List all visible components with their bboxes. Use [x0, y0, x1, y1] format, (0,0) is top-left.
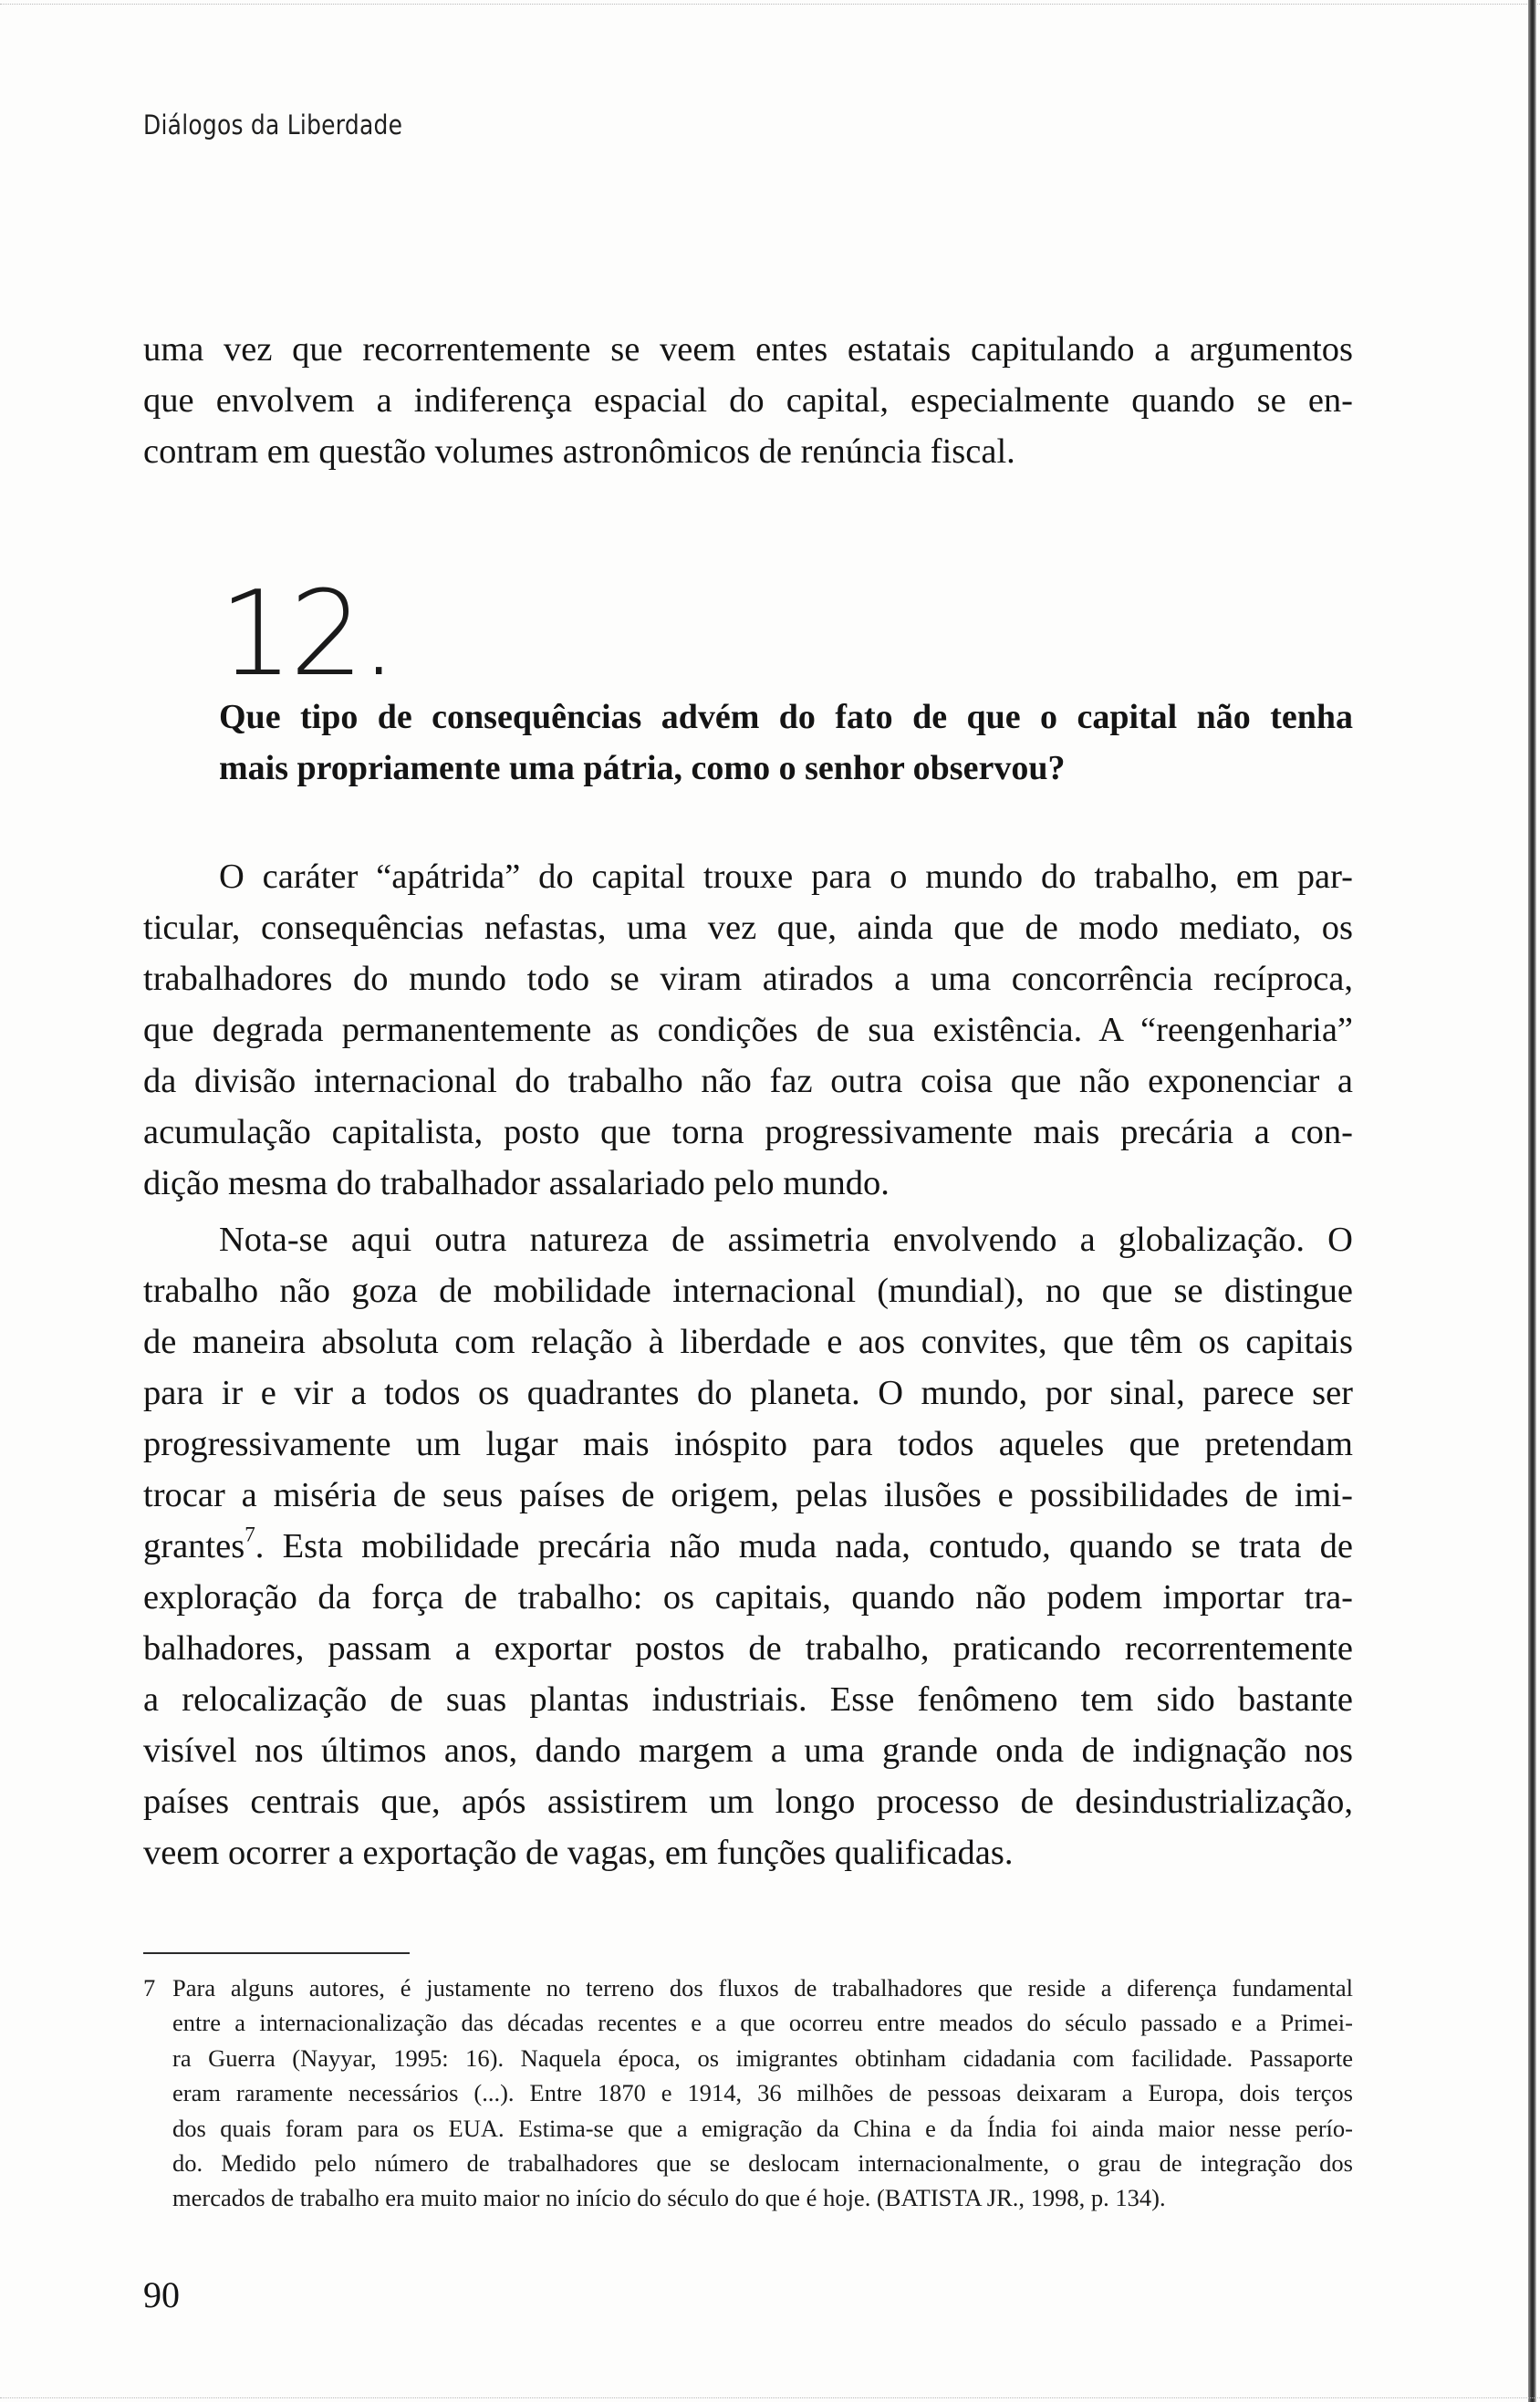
- footnote-reference[interactable]: 7: [245, 1522, 255, 1546]
- footnote-line: entre a internacionalização das décadas recentes e a que ocorreu entre meados do século passado e a Primei-: [172, 2009, 1353, 2037]
- text-line: dição mesma do trabalhador assalariado pelo mundo.: [143, 1164, 890, 1202]
- footnote: [143, 1970, 1353, 2216]
- question-line: mais propriamente uma pátria, como o senhor observou?: [219, 749, 1066, 787]
- text-line: de maneira absoluta com relação à liberdade e aos convites, que têm os capitais: [143, 1323, 1353, 1361]
- footnote-line: do. Medido pelo número de trabalhadores que se deslocam internacionalmente, o grau de integração dos: [172, 2149, 1353, 2178]
- text-line: ticular, consequências nefastas, uma vez que, ainda que de modo mediato, os: [143, 909, 1353, 947]
- text-line: trocar a miséria de seus países de origem, pelas ilusões e possibilidades de imi-: [143, 1476, 1353, 1514]
- text-line: exploração da força de trabalho: os capitais, quando não podem importar tra-: [143, 1578, 1353, 1617]
- text-line: contram em questão volumes astronômicos de renúncia fiscal.: [143, 432, 1015, 471]
- scan-top-edge: [0, 0, 1540, 5]
- footnote-line: eram raramente necessários (...). Entre 1870 e 1914, 36 milhões de pessoas deixaram a Europa, dois terços: [172, 2079, 1353, 2107]
- text-fragment: grantes: [143, 1527, 245, 1565]
- text-line: veem ocorrer a exportação de vagas, em funções qualificadas.: [143, 1834, 1014, 1872]
- interview-question: [219, 691, 1353, 794]
- text-line: progressivamente um lugar mais inóspito para todos aqueles que pretendam: [143, 1425, 1353, 1463]
- text-line: trabalho não goza de mobilidade internacional (mundial), no que se distingue: [143, 1272, 1353, 1310]
- scan-bottom-edge: [0, 2397, 1540, 2402]
- text-fragment: . Esta mobilidade precária não muda nada, contudo, quando se trata de: [255, 1527, 1353, 1565]
- answer-paragraph-1: [143, 851, 1353, 1209]
- footnote-number: 7: [143, 1974, 156, 2002]
- text-line-with-note: [143, 1521, 1353, 1572]
- footnote-line: mercados de trabalho era muito maior no início do século do que é hoje. (BATISTA JR., 1998, p. 134).: [172, 2184, 1166, 2212]
- text-line: que envolvem a indiferença espacial do capital, especialmente quando se en-: [143, 381, 1353, 420]
- book-spine-shadow: [1528, 0, 1536, 2402]
- text-line: visível nos últimos anos, dando margem a uma grande onda de indignação nos: [143, 1731, 1353, 1770]
- answer-paragraph-2: [143, 1214, 1353, 1878]
- text-line: da divisão internacional do trabalho não faz outra coisa que não exponenciar a: [143, 1062, 1353, 1100]
- intro-paragraph: [143, 324, 1353, 477]
- text-line: Nota-se aqui outra natureza de assimetria envolvendo a globalização. O: [219, 1221, 1353, 1259]
- question-line: Que tipo de consequências advém do fato de que o capital não tenha: [219, 698, 1353, 736]
- section-number: 12.: [219, 567, 394, 702]
- footnote-line: ra Guerra (Nayyar, 1995: 16). Naquela época, os imigrantes obtinham cidadania com facilidade. Passaporte: [172, 2043, 1353, 2072]
- page-number: 90: [143, 2274, 180, 2315]
- footnote-line: Para alguns autores, é justamente no terreno dos fluxos de trabalhadores que reside a diferença fundamental: [172, 1974, 1353, 2002]
- text-line: que degrada permanentemente as condições de sua existência. A “reengenharia”: [143, 1011, 1353, 1049]
- text-line: para ir e vir a todos os quadrantes do planeta. O mundo, por sinal, parece ser: [143, 1374, 1353, 1412]
- text-line: balhadores, passam a exportar postos de trabalho, praticando recorrentemente: [143, 1629, 1353, 1668]
- text-line: trabalhadores do mundo todo se viram atirados a uma concorrência recíproca,: [143, 960, 1353, 998]
- footnote-divider: [143, 1952, 410, 1954]
- text-line: O caráter “apátrida” do capital trouxe para o mundo do trabalho, em par-: [219, 858, 1353, 896]
- text-line: acumulação capitalista, posto que torna progressivamente mais precária a con-: [143, 1113, 1353, 1151]
- running-head: Diálogos da Liberdade: [143, 109, 403, 140]
- footnote-text: [172, 1970, 1353, 2216]
- text-line: uma vez que recorrentemente se veem entes estatais capitulando a argumentos: [143, 330, 1353, 369]
- footnote-line: dos quais foram para os EUA. Estima-se que a emigração da China e da Índia foi ainda maior nesse perío-: [172, 2114, 1353, 2142]
- text-line: países centrais que, após assistirem um longo processo de desindustrialização,: [143, 1783, 1353, 1821]
- text-line: a relocalização de suas plantas industriais. Esse fenômeno tem sido bastante: [143, 1680, 1353, 1719]
